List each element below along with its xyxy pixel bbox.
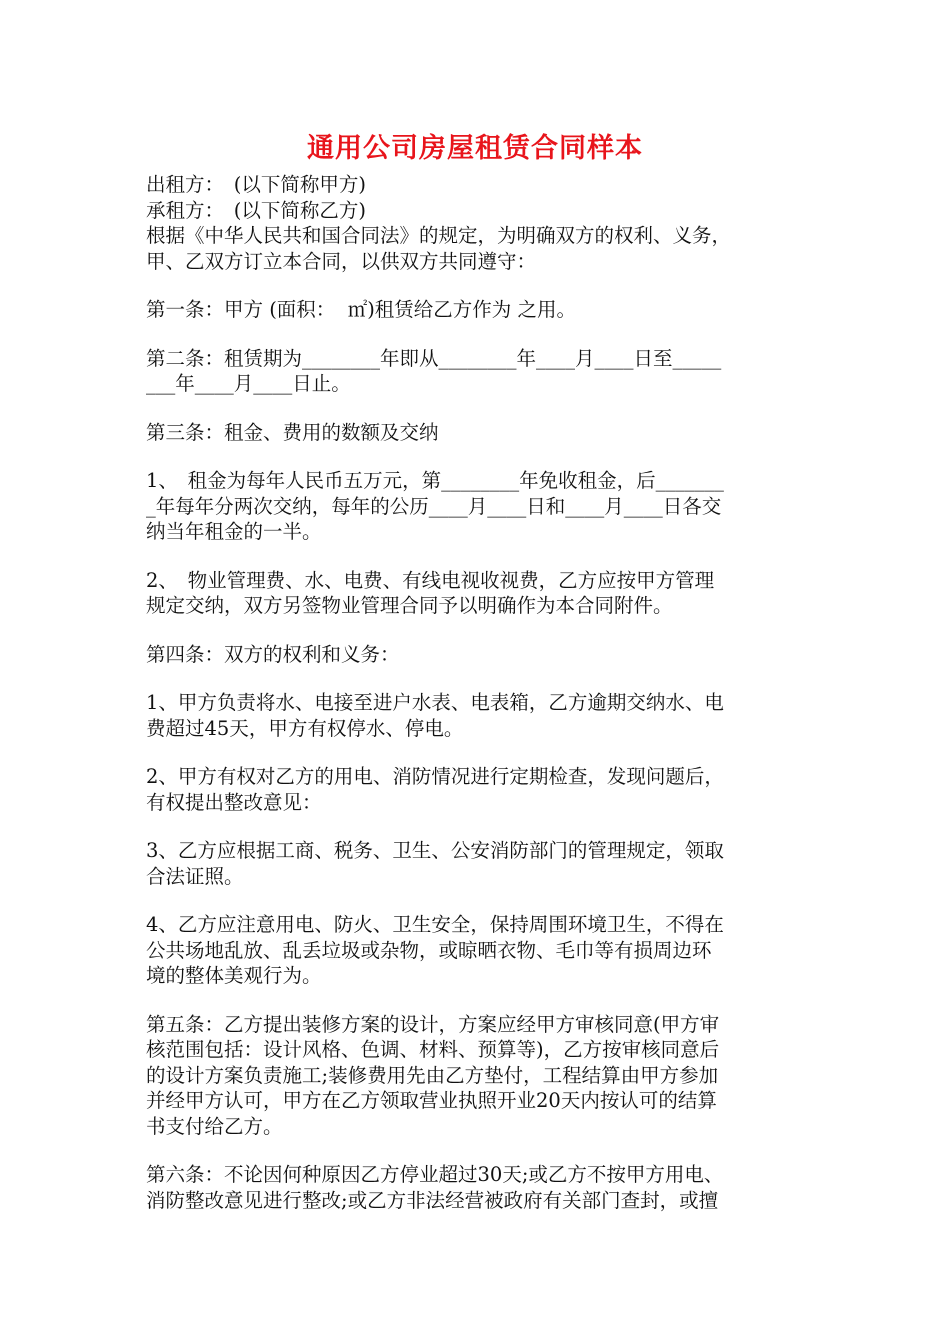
paragraph-gap [146, 889, 810, 912]
article-4-item-4-line: 4、乙方应注意用电、防火、卫生安全，保持周围环境卫生，不得在 [146, 913, 724, 936]
article-3-heading: 第三条：租金、费用的数额及交纳 [146, 420, 439, 444]
lessee-line: 承租方： (以下简称乙方) [146, 198, 366, 222]
article-4-item-1-line: 费超过45天，甲方有权停水、停电。 [146, 716, 464, 740]
article-4-item-4-line: 公共场地乱放、乱丢垃圾或杂物，或晾晒衣物、毛巾等有损周边环 [146, 938, 712, 962]
article-2-line: ___年____月____日止。 [146, 372, 351, 395]
paragraph-gap [146, 1139, 810, 1162]
article-5-line: 的设计方案负责施工;装修费用先由乙方垫付，工程结算由甲方参加 [146, 1063, 719, 1087]
article-1: 第一条：甲方 (面积： ㎡)租赁给乙方作为 之用。 [146, 298, 577, 321]
article-6-line: 第六条：不论因何种原因乙方停业超过30天;或乙方不按甲方用电、 [146, 1163, 724, 1186]
preamble-line: 根据《中华人民共和国合同法》的规定，为明确双方的权利、义务， [146, 224, 732, 247]
article-4-item-1-line: 1、甲方负责将水、电接至进户水表、电表箱，乙方逾期交纳水、电 [146, 691, 724, 714]
article-5-line: 并经甲方认可，甲方在乙方领取营业执照开业20天内按认可的结算 [146, 1089, 717, 1112]
article-4-item-4-line: 境的整体美观行为。 [146, 964, 322, 987]
paragraph-gap [146, 274, 810, 297]
paragraph-gap [146, 815, 810, 838]
paragraph-gap [146, 397, 810, 420]
paragraph-gap [146, 741, 810, 764]
article-5-line: 书支付给乙方。 [146, 1114, 283, 1138]
paragraph-gap [146, 989, 810, 1012]
article-4-item-2-line: 有权提出整改意见： [146, 790, 322, 814]
article-4-item-2-line: 2、甲方有权对乙方的用电、消防情况进行定期检查，发现问题后， [146, 765, 724, 788]
paragraph-gap [146, 445, 810, 468]
article-5-line: 第五条：乙方提出装修方案的设计，方案应经甲方审核同意(甲方审 [146, 1012, 720, 1036]
preamble-line: 甲、乙双方订立本合同，以供双方共同遵守： [146, 249, 537, 273]
article-4-heading: 第四条：双方的权利和义务： [146, 642, 400, 666]
lessor-line: 出租方： (以下简称甲方) [146, 173, 366, 196]
paragraph-gap [146, 619, 810, 642]
article-5-line: 核范围包括：设计风格、色调、材料、预算等)，乙方按审核同意后 [146, 1038, 720, 1061]
article-4-item-3-line: 3、乙方应根据工商、税务、卫生、公安消防部门的管理规定，领取 [146, 839, 724, 862]
article-4-item-3-line: 合法证照。 [146, 864, 244, 888]
document-body [146, 172, 810, 1213]
paragraph-gap [146, 323, 810, 346]
article-3-item-1-line: 纳当年租金的一半。 [146, 520, 322, 543]
article-3-item-1-line: _年每年分两次交纳，每年的公历____月____日和____月____日各交 [146, 494, 722, 518]
article-2-line: 第二条：租赁期为________年即从________年____月____日至_____ [146, 346, 722, 370]
article-6-line: 消防整改意见进行整改;或乙方非法经营被政府有关部门查封，或擅 [146, 1188, 719, 1212]
paragraph-gap [146, 667, 810, 690]
paragraph-gap [146, 545, 810, 568]
article-3-item-2-line: 规定交纳，双方另签物业管理合同予以明确作为本合同附件。 [146, 594, 673, 617]
document-title: 通用公司房屋租赁合同样本 [307, 133, 643, 164]
article-3-item-2-line: 2、 物业管理费、水、电费、有线电视收视费，乙方应按甲方管理 [146, 568, 715, 592]
article-3-item-1-line: 1、 租金为每年人民币五万元，第________年免收租金，后_______ [146, 469, 724, 492]
